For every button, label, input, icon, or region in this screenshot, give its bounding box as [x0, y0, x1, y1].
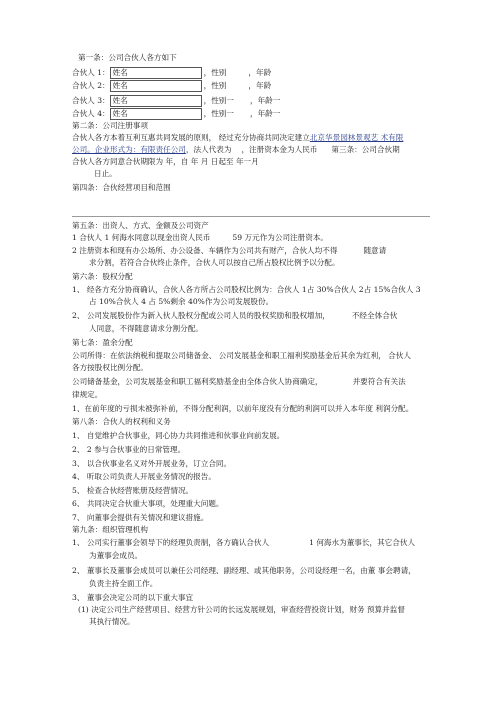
section-8-title: 第八条：合伙人的权利和义务 — [72, 417, 171, 426]
section-8-item: 6、 共同决定合伙重大事项，处理重大问题。 — [72, 499, 224, 508]
partner-name-field[interactable]: 姓名 — [110, 67, 202, 79]
section-2-line-1: 合伙人各方本着互利互惠共同发展的原则， 经过充分协商共同决定建立北京华景园林景观艺 术有限 — [72, 133, 404, 142]
section-6-item-2-cont: 人同意，不得随意请求分割分配。 — [89, 324, 203, 333]
section-9-item-2: 2、 董事长及董事会成员可以兼任公司经理、副经理、或其他职务，公司设经理一名，由董 事会聘请， — [72, 566, 416, 575]
section-2-line-2: 公司。企业形式为：有限责任公司，法人代表为 ，注册资本金为人民币 第三条：公司合伙期 — [72, 145, 400, 154]
section-5-item-1: 1 合伙人 1 何海水同意以现金出资人民币 59 万元作为公司注册资本。 — [72, 233, 329, 242]
section-9-sub-item-1-cont: 其执行情况。 — [89, 617, 135, 626]
company-form: 公司。企业形式为：有限责任公司 — [72, 145, 186, 154]
section-9-item-3: 3、 董事会决定公司的以下重大事宜 — [72, 593, 194, 602]
company-name-link[interactable]: 北京华景园林景观艺 术有限 — [309, 133, 404, 142]
section-9-title: 第九条：组织管理机构 — [72, 525, 148, 534]
section-7-para-2-cont: 律规定。 — [72, 390, 103, 399]
partner-name-field[interactable]: 姓名 — [110, 108, 202, 120]
section-2-title: 第二条：公司注册事项 — [72, 121, 148, 130]
section-8-item: 2、 2 参与合伙事业的日常管理。 — [72, 445, 186, 454]
partner-age: ，年龄一 — [250, 109, 281, 118]
section-6-title: 第六条：股权分配 — [72, 272, 133, 281]
partner-gender: ，性别一 — [203, 96, 234, 105]
section-1-title: 第一条：公司合伙人各方如下 — [78, 53, 177, 62]
partner-row-1 — [72, 67, 289, 79]
section-8-item: 4、 听取公司负责人开展业务情况的报告。 — [72, 472, 216, 481]
section-3-end: 日止。 — [94, 169, 117, 178]
section-7-title: 第七条：盈余分配 — [72, 338, 133, 347]
section-8-item: 5、 检查合伙经营账册及经营情况。 — [72, 486, 194, 495]
partner-age: ，年龄一 — [250, 96, 281, 105]
section-8-item: 7、 向董事会提供有关情况和建议措施。 — [72, 513, 209, 522]
partner-name-field[interactable]: 姓名 — [110, 95, 202, 107]
section-8-item: 3、 以合伙事业名义对外开展业务，订立合同。 — [72, 459, 232, 468]
partner-label: 合伙人 2： — [72, 81, 110, 90]
section-3-title: 第三条：公司合伙期 — [331, 145, 400, 154]
partner-row-4 — [72, 108, 280, 120]
section-4-title: 第四条：合伙经营项目和范围 — [72, 183, 171, 192]
section-7-para-2: 公司储备基金，公司发展基金和职工福利奖励基金由全体合伙人协商确定， 并要符合有关法 — [72, 377, 406, 386]
partner-label: 合伙人 4： — [72, 109, 110, 118]
partner-row-2 — [72, 80, 289, 92]
section-5-item-2-cont: 求分割，若符合合伙终止条件，合伙人可以按自己所占股权比例予以分配。 — [89, 258, 340, 267]
section-3-line: 合伙人各方同意合伙期限为 年，自 年 月 日起至 年一月 — [72, 157, 259, 166]
partner-row-3 — [72, 95, 280, 107]
divider-line — [72, 216, 430, 217]
partner-gender: ，性别 — [203, 81, 227, 90]
partner-label: 合伙人 1： — [72, 68, 110, 77]
section-6-item-1-cont: 占 10%合伙人 4 占 5%剩余 40%作为公司发展股份。 — [89, 297, 274, 306]
section-6-item-2: 2、 公司发展股份作为新入伙人股权分配或公司人员的股权奖励和股权增加， 不经全体合伙 — [72, 311, 398, 320]
partner-age: ，年龄 — [248, 68, 272, 77]
section-5-title: 第五条：出资人、方式、金额及公司资产 — [72, 221, 209, 230]
section-7-para-3: 1、在前年度的亏损未被弥补前，不得分配利润，以前年度没有分配的利润可以并入本年度 利润分配。 — [72, 404, 414, 413]
section-9-sub-item-1: (1) 决定公司生产经营项目、经营方针公司的长远发展规划，审查经营投资计划，财务 预算并监督 — [78, 605, 405, 614]
section-7-para-1: 公司所得：在依法纳税和提取公司储备金、 公司发展基金和职工福利奖励基金后其余为红利， 合伙人 — [72, 351, 411, 360]
partner-label: 合伙人 3： — [72, 96, 110, 105]
partner-age: ，年龄 — [248, 81, 272, 90]
partner-name-field[interactable]: 姓名 — [110, 80, 202, 92]
section-9-item-1-cont: 为董事会成员。 — [89, 551, 143, 560]
section-8-item: 1、 自觉维护合伙事业，同心协力共同推进和伙事业向前发展。 — [72, 431, 285, 440]
section-6-item-1: 1、 经各方充分协商确认，合伙人各方所占公司股权比例为：合伙人 1占 30%合伙人 2占 15%合伙人 3 — [72, 285, 421, 294]
section-9-item-2-cont: 负责主持全面工作。 — [89, 579, 158, 588]
section-7-para-1-cont: 各方按股权比例分配。 — [72, 363, 148, 372]
section-5-item-2: 2 注册资本和现有办公场所、办公设备、车辆作为公司共有财产，合伙人均不得 随意请 — [72, 246, 387, 255]
partner-gender: ，性别一 — [203, 109, 234, 118]
section-9-item-1: 1、 公司实行董事会领导下的经理负责制，各方确认合伙人 1 何海水为董事长，其它合伙人 — [72, 538, 416, 547]
partner-gender: ，性别 — [203, 68, 227, 77]
